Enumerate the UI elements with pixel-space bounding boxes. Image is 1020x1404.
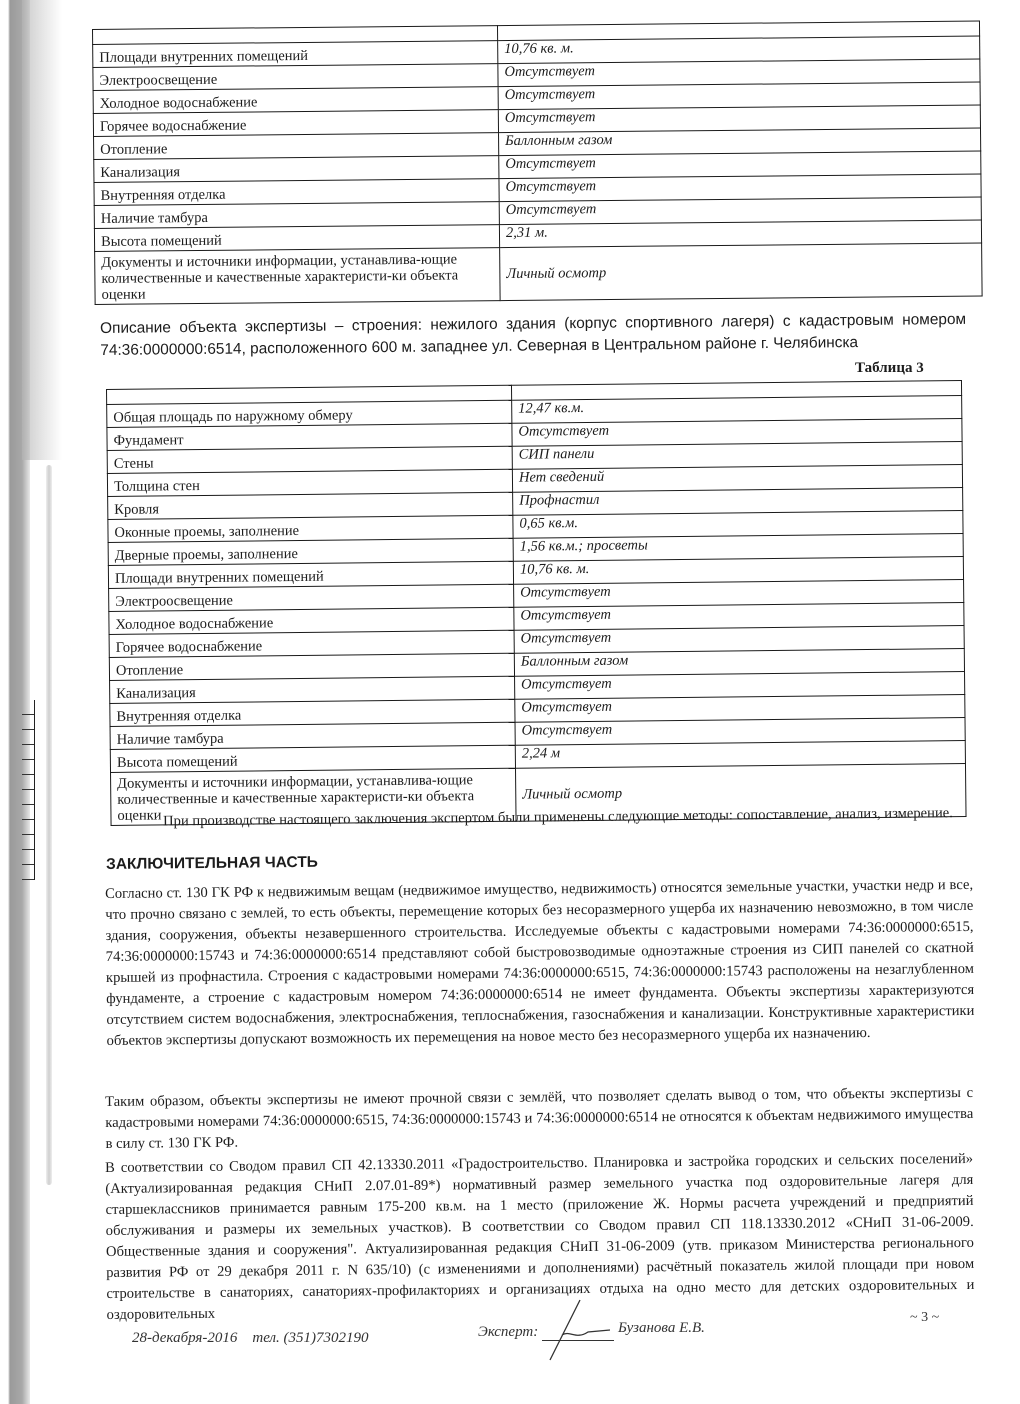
paragraph-norms: В соответствии со Сводом правил СП 42.13330.2011 «Градостроительство. Планировка и застройка городских и сельских поселений» (Актуализированная редакция СНиП 2.07.01-89*) нормативный размер земельного участка под оздоровительные лагеря для старшеклассников принимается равным 175-200 кв.м. на 1 место (приложение Ж. Нормы расчета учреждений и предприятий обслуживания и размеры их земельных участков). В соответствии со Сводом правил СП 118.13330.2012 «СНиП 31-06-2009. Общественные здания и сооружения". Актуализированная редакция СНиП 31-06-2009 (утв. приказом Министерства регионального развития РФ от 29 декабря 2011 г. N 635/10) (с изменениями и дополнениями) расчётный показатель жилой площади при новом строительстве в санаториях, санаториях-профилакториях и организациях отдыха на одно место для детских оздоровительных и оздоровительных [105, 1150, 975, 1323]
signature-line [542, 1340, 614, 1341]
row-label: Высота помещений [94, 225, 499, 252]
footer-date-phone [132, 1330, 369, 1347]
row-value: Отсутствует [515, 672, 965, 700]
row-value: Отсутствует [514, 580, 964, 608]
row-label: Документы и источники информации, устанавлива-ющие количественные и качественные характеристи-ки объекта оценки [95, 248, 500, 305]
table-3 [106, 380, 967, 826]
row-label: Площади внутренних помещений [108, 561, 513, 588]
row-value: Отсутствует [514, 603, 964, 631]
object-description: Описание объекта экспертизы – строения: нежилого здания (корпус спортивного лагеря) с кадастровым номером 74:36:0000000:6514, расположенного 600 м. западнее ул. Северная в Центральном районе г. Челябинска [100, 310, 967, 359]
row-label: Общая площадь по наружному обмеру [107, 400, 512, 427]
row-label: Толщина стен [107, 469, 512, 496]
row-value: Отсутствует [499, 174, 981, 202]
expert-label: Эксперт: [478, 1324, 539, 1340]
row-label: Оконные проемы, заполнение [108, 515, 513, 542]
row-label: Внутренняя отделка [110, 699, 515, 726]
row-label: Дверные проемы, заполнение [108, 538, 513, 565]
row-value: Отсутствует [499, 197, 981, 225]
row-value: 10,76 кв. м. [513, 557, 963, 585]
row-value: Профнастил [513, 488, 963, 516]
row-value: 0,65 кв.м. [513, 511, 963, 539]
table-caption: Таблица 3 [855, 360, 924, 376]
row-label: Холодное водоснабжение [109, 607, 514, 634]
row-value: 2,31 м. [499, 220, 981, 248]
row-value: Отсутствует [515, 718, 965, 746]
row-label: Горячее водоснабжение [109, 630, 514, 657]
table-object-characteristics-continued [92, 20, 983, 305]
row-label: Отопление [94, 133, 499, 160]
footer-phone: тел. (351)7302190 [252, 1330, 369, 1346]
row-label: Высота помещений [110, 745, 515, 772]
row-value: Отсутствует [515, 695, 965, 723]
row-value: Нет сведений [512, 465, 962, 493]
table-row [95, 243, 982, 305]
row-label: Площади внутренних помещений [93, 41, 498, 68]
row-label: Внутренняя отделка [94, 179, 499, 206]
row-label: Электроосвещение [109, 584, 514, 611]
row-value: Отсутствует [498, 82, 980, 110]
row-label: Кровля [108, 492, 513, 519]
row-value: Отсутствует [514, 626, 964, 654]
paragraph-conclusion: Таким образом, объекты экспертизы не имеют прочной связи с землёй, что позволяет сделать вывод о том, что объекты экспертизы с кадастровыми номерами 74:36:0000000:6515, 74:36:0000000:15743 и 74:36:0000000:6514 не относятся к объектам недвижимого имущества в силу ст. 130 ГК РФ. [105, 1084, 974, 1152]
row-value: Отсутствует [499, 151, 981, 179]
row-value: Баллонным газом [514, 649, 964, 677]
row-label: Горячее водоснабжение [93, 110, 498, 137]
row-value: 12,47 кв.м. [512, 396, 962, 424]
page-number: ~ 3 ~ [910, 1310, 940, 1325]
row-value: Отсутствует [498, 105, 980, 133]
row-value: 2,24 м [515, 741, 965, 769]
row-value: Личный осмотр [500, 243, 982, 301]
row-value: Личный осмотр [515, 764, 966, 822]
row-label: Стены [107, 446, 512, 473]
footer-date: 28-декабря-2016 [132, 1330, 238, 1346]
row-value: Отсутствует [512, 419, 962, 447]
row-value: 10,76 кв. м. [498, 36, 980, 64]
row-label: Канализация [110, 676, 515, 703]
row-label: Документы и источники информации, устанавлива-ющие количественные и качественные характеристи-ки объекта оценки [111, 768, 517, 825]
row-label: Канализация [94, 156, 499, 183]
row-label: Отопление [109, 653, 514, 680]
row-value: 1,56 кв.м.; просветы [513, 534, 963, 562]
row-label: Электроосвещение [93, 64, 498, 91]
row-label: Наличие тамбура [110, 722, 515, 749]
final-section-heading: ЗАКЛЮЧИТЕЛЬНАЯ ЧАСТЬ [106, 853, 318, 873]
row-value: Отсутствует [498, 59, 980, 87]
row-label: Холодное водоснабжение [93, 87, 498, 114]
row-label: Фундамент [107, 423, 512, 450]
page-footer [132, 1310, 952, 1358]
row-value: СИП панели [512, 442, 962, 470]
row-label: Наличие тамбура [94, 202, 499, 229]
methods-paragraph: При производстве настоящего заключения экспертом были применены следующие методы: сопоставление, анализ, измерение. [163, 805, 953, 830]
expert-name: Бузанова Е.В. [618, 1320, 705, 1336]
paragraph-article-130: Согласно ст. 130 ГК РФ к недвижимым вещам (недвижимое имущество, недвижимость) относятся земельные участки, участки недр и все, что прочно связано с землей, то есть объекты, перемещение которых без несоразмерного ущерба их назначению невозможно, в том числе здания, сооружения, объекты незавершенного строительства. Исследуемые объекты с кадастровыми номерами 74:36:0000000:6515, 74:36:0000000:15743 и 74:36:0000000:6514 представляют собой быстровозводимые одноэтажные строения из СИП панелей со скатной крышей из профнастила. Строения с кадастровыми номерами 74:36:0000000:6515, 74:36:0000000:15743 расположены на незаглубленном фундаменте, а строение с кадастровым номером 74:36:0000000:6514 не имеет фундамента. Объекты экспертизы характеризуются отсутствием систем водоснабжения, электроснабжения, теплоснабжения, газоснабжения и канализации. Конструктивные характеристики объектов экспертизы допускают возможность их перемещения на новое место без несоразмерного ущерба их назначению. [105, 876, 975, 1049]
row-value: Баллонным газом [499, 128, 981, 156]
